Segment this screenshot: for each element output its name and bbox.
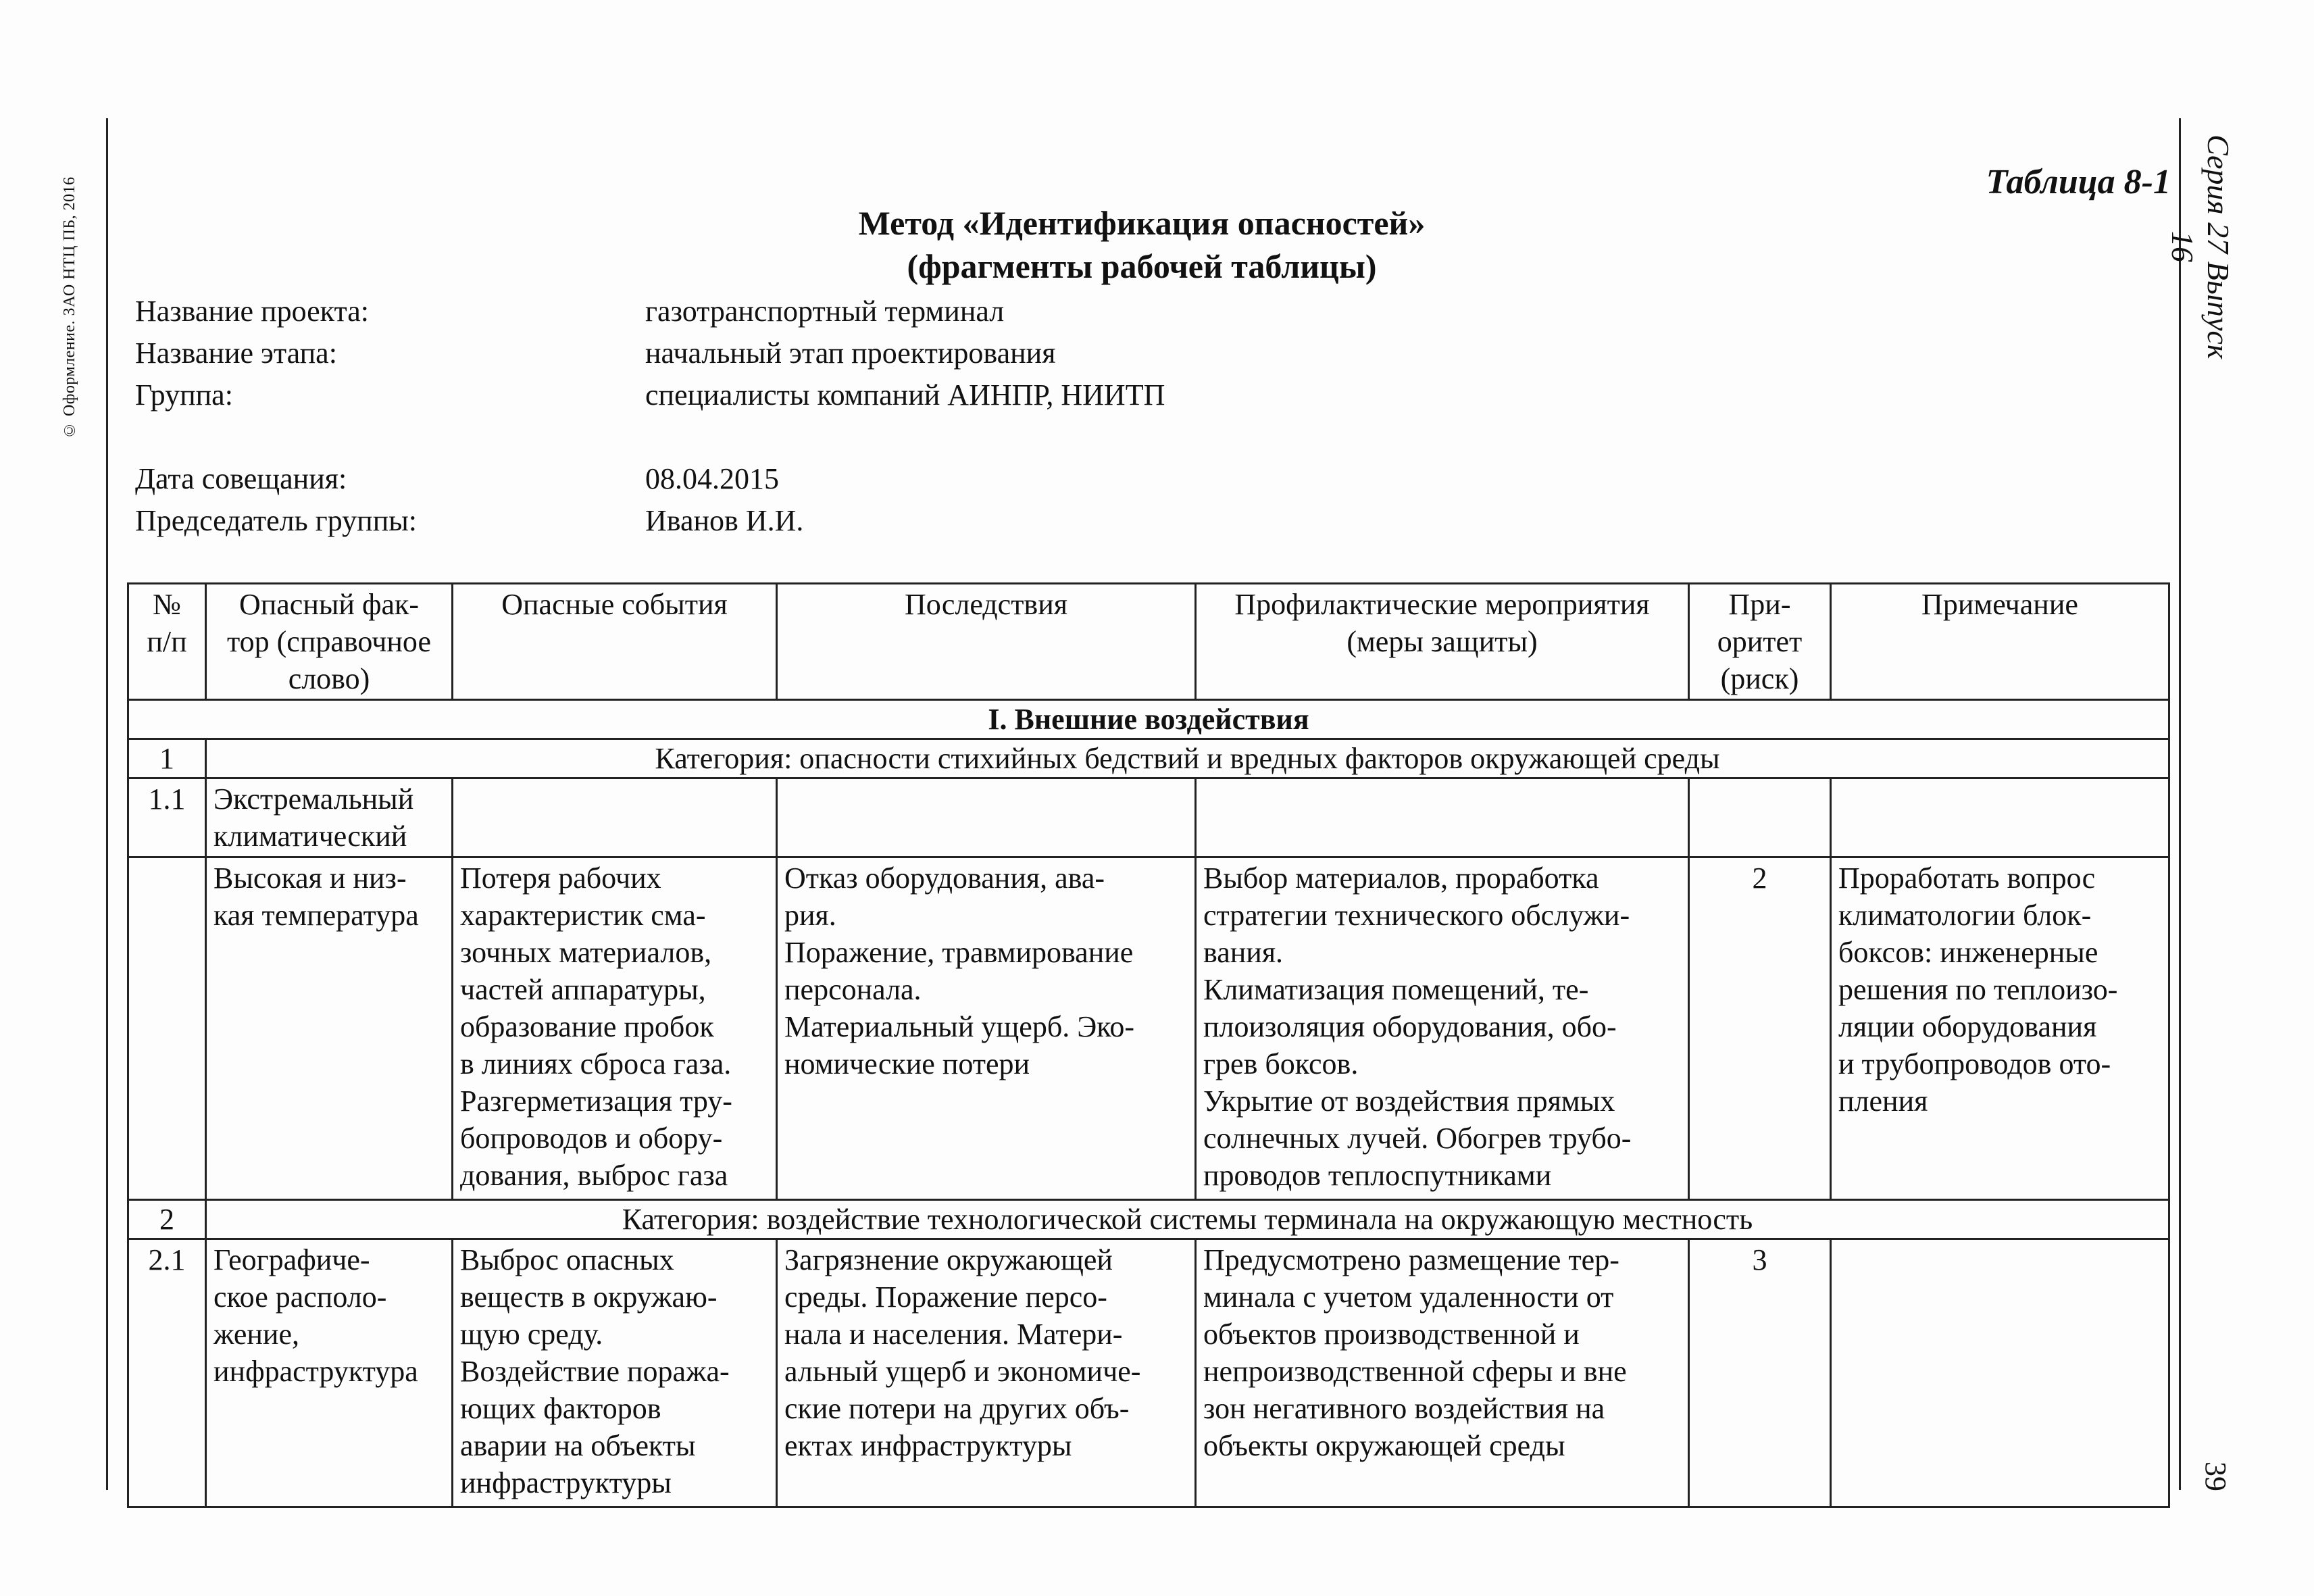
category-title: Категория: воздействие технологической системы терминала на окружающую местность (206, 1200, 2169, 1239)
chair-value: Иванов И.И. (645, 504, 804, 537)
chair-label: Председатель группы: (135, 504, 418, 537)
priority-cell: 2 (1689, 857, 1831, 1200)
stage-label: Название этапа: (135, 336, 337, 370)
consequences-cell: Отказ оборудования, ава- рия. Поражение, травмирование персонала. Материальный ущерб. Эко- номические потери (777, 857, 1196, 1200)
series-side-text: Серия 27 Выпуск 16 (2165, 134, 2236, 359)
document-subtitle: (фрагменты рабочей таблицы) (907, 247, 1377, 285)
row-number (128, 857, 206, 1200)
section-title: I. Внешние воздействия (128, 700, 2169, 739)
column-header-number: № п/п (128, 584, 206, 700)
category-title: Категория: опасности стихийных бедствий и вредных факторов окружающей среды (206, 739, 2169, 778)
table-number: Таблица 8-1 (1986, 163, 2171, 201)
consequences-cell: Загрязнение окружающей среды. Поражение персо- нала и населения. Матери- альный ущерб и экономиче- ские потери на других объ- ектах инфраструктуры (777, 1239, 1196, 1507)
category-row (128, 739, 2169, 778)
column-header-factor: Опасный фак- тор (справочное слово) (206, 584, 453, 700)
empty-cell (1831, 778, 2169, 857)
column-header-events: Опасные события (453, 584, 777, 700)
stage-value: начальный этап проектирования (645, 336, 1056, 370)
section-row (128, 700, 2169, 739)
column-header-consequences: Последствия (777, 584, 1196, 700)
group-value: специалисты компаний АИНПР, НИИТП (645, 378, 1165, 412)
category-number: 1 (128, 739, 206, 778)
date-label: Дата совещания: (135, 462, 347, 495)
page-number: 39 (2199, 1462, 2232, 1491)
right-margin-rule (2179, 118, 2181, 1490)
hazard-factor-cell: Высокая и низ- кая температура (206, 857, 453, 1200)
empty-cell (453, 778, 777, 857)
hazard-factor-cell: Географиче- ское располо- жение, инфраструктура (206, 1239, 453, 1507)
project-label: Название проекта: (135, 295, 369, 328)
hazard-factor-cell: Экстремальный климатический (206, 778, 453, 857)
measures-cell: Предусмотрено размещение тер- минала с учетом удаленности от объектов производственной и непроизводственной сферы и вне зон негативного воздействия на объекты окружающей среды (1196, 1239, 1689, 1507)
table-row (128, 1239, 2169, 1507)
left-margin-rule (106, 118, 108, 1490)
project-value: газотранспортный терминал (645, 295, 1005, 328)
row-number: 1.1 (128, 778, 206, 857)
table-row (128, 857, 2169, 1200)
date-value: 08.04.2015 (645, 462, 779, 495)
priority-cell: 3 (1689, 1239, 1831, 1507)
table-row (128, 778, 2169, 857)
copyright-side-text: © Оформление. ЗАО НТЦ ПБ, 2016 (61, 176, 78, 439)
column-header-measures: Профилактические мероприятия (меры защиты) (1196, 584, 1689, 700)
category-number: 2 (128, 1200, 206, 1239)
hazard-events-cell: Потеря рабочих характеристик сма- зочных материалов, частей аппаратуры, образование пробок в линиях сброса газа. Разгерметизация тру- бопроводов и обору- дования, выброс газа (453, 857, 777, 1200)
empty-cell (777, 778, 1196, 857)
column-header-note: Примечание (1831, 584, 2169, 700)
document-title: Метод «Идентификация опасностей» (858, 204, 1426, 242)
row-number: 2.1 (128, 1239, 206, 1507)
category-row (128, 1200, 2169, 1239)
note-cell: Проработать вопрос климатологии блок- боксов: инженерные решения по теплоизо- ляции оборудования и трубопроводов ото- пления (1831, 857, 2169, 1200)
empty-cell (1689, 778, 1831, 857)
note-cell (1831, 1239, 2169, 1507)
hazard-events-cell: Выброс опасных веществ в окружаю- щую среду. Воздействие поража- ющих факторов аварии на объекты инфраструктуры (453, 1239, 777, 1507)
empty-cell (1196, 778, 1689, 857)
measures-cell: Выбор материалов, проработка стратегии технического обслужи- вания. Климатизация помещений, те- плоизоляция оборудования, обо- грев боксов. Укрытие от воздействия прямых солнечных лучей. Обогрев трубо- проводов теплоспутниками (1196, 857, 1689, 1200)
group-label: Группа: (135, 378, 233, 412)
table-header-row (128, 584, 2169, 700)
column-header-priority: При- оритет (риск) (1689, 584, 1831, 700)
hazard-identification-table (127, 582, 2170, 1508)
